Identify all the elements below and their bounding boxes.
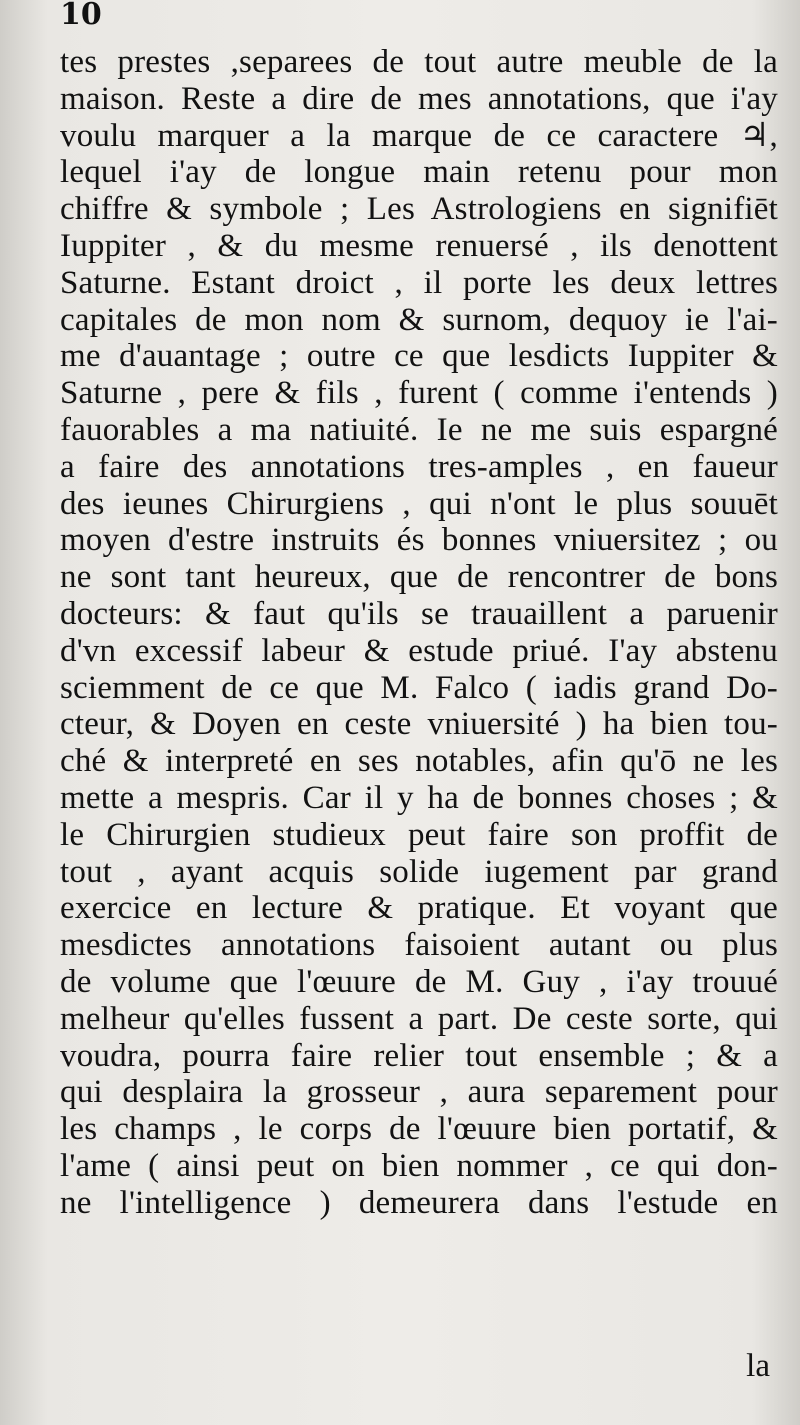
text-line: capitales de mon nom & surnom, dequoy ie l'ai- [60,301,778,338]
text-line: melheur qu'elles fussent a part. De ceste sorte, qui [60,1000,778,1037]
text-line: mesdictes annotations faisoient autant ou plus [60,927,778,964]
text-line: de volume que l'œuure de M. Guy , i'ay trouué [60,963,778,1000]
text-line: Saturne. Estant droict , il porte les deux lettres [60,264,778,301]
text-line: ne l'intelligence ) demeurera dans l'estude en [60,1184,778,1221]
text-line: Saturne , pere & fils , furent ( comme i'entends ) [60,375,778,412]
text-line: fauorables a ma natiuité. Ie ne me suis espargné [60,411,778,448]
text-line: docteurs: & faut qu'ils se trauaillent a paruenir [60,595,778,632]
text-line: voulu marquer a la marque de ce caractere ♃, [60,117,778,154]
text-line: maison. Reste a dire de mes annotations, que i'ay [60,80,778,117]
text-line: mette a mespris. Car il y ha de bonnes choses ; & [60,779,778,816]
page-number: 10 [60,0,102,32]
text-line: les champs , le corps de l'œuure bien portatif, & [60,1111,778,1148]
text-line: lequel i'ay de longue main retenu pour mon [60,154,778,191]
text-line: cteur, & Doyen en ceste vniuersité ) ha bien tou- [60,706,778,743]
text-line: ne sont tant heureux, que de rencontrer de bons [60,559,778,596]
text-line: le Chirurgien studieux peut faire son proffit de [60,816,778,853]
text-block [60,44,778,1222]
text-line: exercice en lecture & pratique. Et voyant que [60,890,778,927]
text-line: d'vn excessif labeur & estude priué. I'ay abstenu [60,632,778,669]
text-line: Iuppiter , & du mesme renuersé , ils denottent [60,227,778,264]
text-line: sciemment de ce que M. Falco ( iadis grand Do- [60,669,778,706]
text-line: tout , ayant acquis solide iugement par grand [60,853,778,890]
text-line: l'ame ( ainsi peut on bien nommer , ce qui don- [60,1147,778,1184]
text-line: moyen d'estre instruits és bonnes vniuersitez ; ou [60,522,778,559]
text-line: tes prestes ,separees de tout autre meuble de la [60,44,778,80]
text-line: des ieunes Chirurgiens , qui n'ont le plus souuēt [60,485,778,522]
catchword: la [746,1348,770,1384]
text-line: voudra, pourra faire relier tout ensemble ; & a [60,1037,778,1074]
text-line: ché & interpreté en ses notables, afin qu'ō ne les [60,743,778,780]
text-line: me d'auantage ; outre ce que lesdicts Iuppiter & [60,338,778,375]
text-line: qui desplaira la grosseur , aura separement pour [60,1074,778,1111]
text-line: chiffre & symbole ; Les Astrologiens en signifiēt [60,191,778,228]
text-line: a faire des annotations tres-amples , en faueur [60,448,778,485]
